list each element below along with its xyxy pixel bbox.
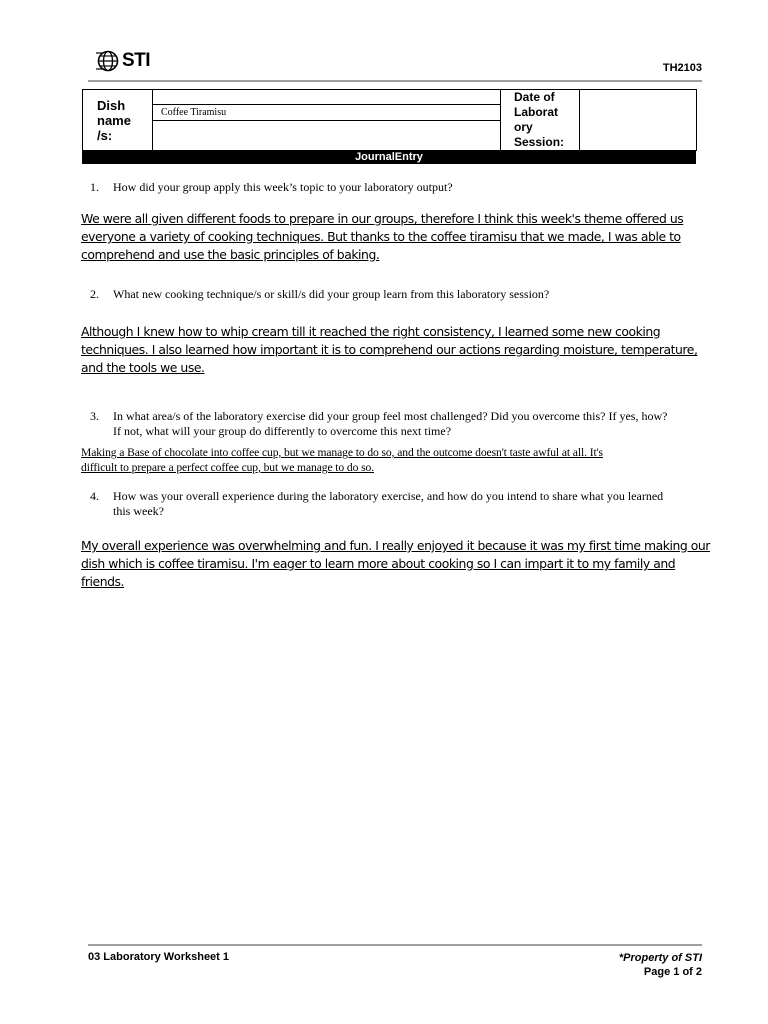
section-title: JournalEntry — [82, 150, 696, 164]
question-2: 2. What new cooking technique/s or skill/s did your group learn from this laboratory session? — [90, 287, 550, 301]
answer-1: We were all given different foods to prepare in our groups, therefore I think this week's theme offered us everyone a variety of cooking techniques. But thanks to the coffee tiramisu that we made, I was able to comprehend and use the basic principles of baking. — [81, 211, 684, 262]
page-number: Page 1 of 2 — [643, 966, 702, 978]
answer-4: My overall experience was overwhelming and fun. I really enjoyed it because it was my first time making our dish which is coffee tiramisu. I'm eager to learn more about cooking so I can impart it to my family and friends. — [81, 538, 710, 589]
question-1: 1. How did your group apply this week’s topic to your laboratory output? — [90, 180, 453, 194]
dish-name-value[interactable]: Coffee Tiramisu — [153, 105, 501, 120]
dish-name-row-3[interactable] — [153, 120, 501, 151]
sti-logo — [96, 50, 150, 72]
footer-right — [619, 951, 702, 979]
date-value[interactable] — [580, 90, 697, 151]
globe-icon — [96, 50, 120, 72]
logo-text: STI — [122, 50, 151, 71]
answer-3: Making a Base of chocolate into coffee cup, but we manage to do so, and the outcome doesn't taste awful at all. It's difficult to prepare a perfect coffee cup, but we manage to do so. — [81, 446, 603, 474]
property-note: *Property of STI — [618, 952, 702, 964]
course-code: TH2103 — [662, 62, 702, 74]
footer-divider — [88, 944, 702, 946]
question-3: 3. In what area/s of the laboratory exercise did your group feel most challenged? Did you overcome this? If yes, how? If not, what will your group do differently to overcome this next time? — [90, 409, 668, 438]
footer-title: 03 Laboratory Worksheet 1 — [88, 951, 230, 963]
header-divider — [88, 80, 702, 82]
date-label: Date of Laborat ory Session: — [501, 90, 580, 151]
question-4: 4. How was your overall experience during the laboratory exercise, and how do you intend to share what you learned this week? — [90, 489, 664, 518]
info-table — [82, 89, 697, 151]
dish-name-label: Dish name /s: — [83, 90, 153, 151]
dish-name-row-1[interactable] — [153, 90, 501, 105]
answer-2: Although I knew how to whip cream till it reached the right consistency, I learned some new cooking techniques. I also learned how important it is to comprehend our actions regarding moisture, temperature, and the tools we use. — [81, 324, 698, 375]
